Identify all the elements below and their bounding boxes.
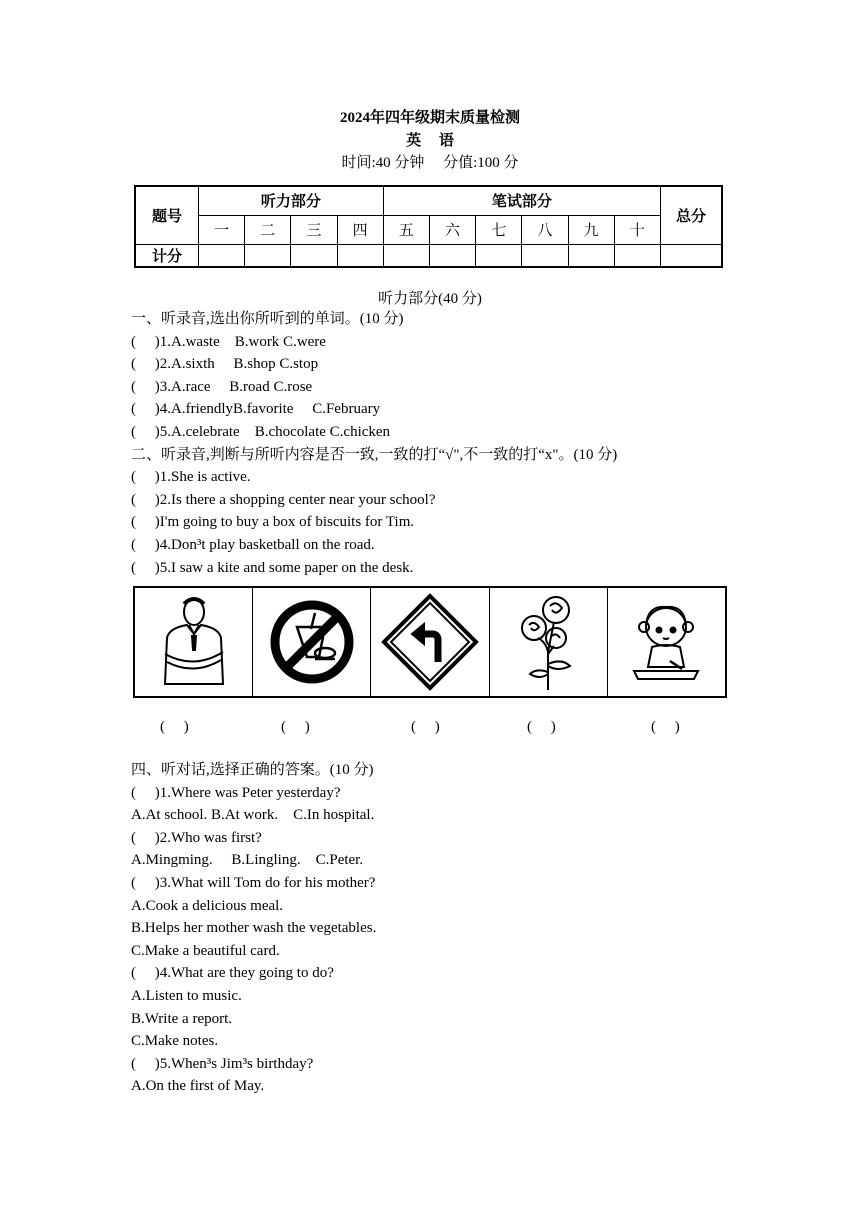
score-blank[interactable] xyxy=(568,244,614,267)
numeral-cell: 十 xyxy=(614,215,660,244)
question-item: ( )3.A.race B.road C.rose xyxy=(131,378,313,395)
question-item: ( )3.What will Tom do for his mother? xyxy=(131,875,376,891)
score-blank[interactable] xyxy=(429,244,475,267)
score-blank[interactable] xyxy=(337,244,383,267)
label-score: 计分 xyxy=(135,244,199,267)
numeral-cell: 八 xyxy=(522,215,568,244)
turn-left-sign-icon xyxy=(371,588,489,696)
section1-heading: 一、听录音,选出你所听到的单词。(10 分) xyxy=(131,311,404,327)
answer-option: C.Make a beautiful card. xyxy=(131,942,280,959)
score-blank[interactable] xyxy=(199,244,245,267)
score-blank[interactable] xyxy=(291,244,337,267)
question-item: ( )I'm going to buy a box of biscuits for Tim. xyxy=(131,514,415,531)
question-item: ( )4.Don³t play basketball on the road. xyxy=(131,537,375,553)
numeral-cell: 六 xyxy=(429,215,475,244)
exam-title: 2024年四年级期末质量检测 xyxy=(339,110,520,126)
answer-option: B.Helps her mother wash the vegetables. xyxy=(131,920,377,937)
section2-heading: 二、听录音,判断与所听内容是否一致,一致的打“√",不一致的打“x"。(10 分) xyxy=(131,446,618,463)
question-item: ( )4.A.friendlyB.favorite C.February xyxy=(131,401,381,418)
score-blank[interactable] xyxy=(383,244,429,267)
numeral-cell: 九 xyxy=(568,215,614,244)
numeral-cell: 一 xyxy=(199,215,245,244)
answer-option: A.Listen to music. xyxy=(131,988,242,1004)
question-item: ( )5.When³s Jim³s birthday? xyxy=(131,1055,314,1072)
answer-blank[interactable]: ( ) xyxy=(411,719,440,735)
score-blank[interactable] xyxy=(476,244,522,267)
girl-studying-icon xyxy=(608,588,725,696)
answer-blank[interactable]: ( ) xyxy=(651,719,680,735)
score-blank[interactable] xyxy=(522,244,568,267)
section4-heading: 四、听对话,选择正确的答案。(10 分) xyxy=(131,762,374,778)
answer-option: C.Make notes. xyxy=(131,1033,219,1050)
question-item: ( )2.Who was first? xyxy=(131,829,262,846)
no-fast-food-sign-icon xyxy=(253,588,371,696)
score-blank[interactable] xyxy=(245,244,291,267)
roses-icon xyxy=(490,588,608,696)
score-table xyxy=(134,185,723,268)
total-blank[interactable] xyxy=(661,244,723,267)
numeral-cell: 五 xyxy=(383,215,429,244)
numeral-cell: 四 xyxy=(337,215,383,244)
question-item: ( )5.I saw a kite and some paper on the desk. xyxy=(131,559,414,576)
label-total: 总分 xyxy=(661,186,723,244)
answer-option: A.Cook a delicious meal. xyxy=(131,897,284,914)
numeral-cell: 三 xyxy=(291,215,337,244)
question-item: ( )1.A.waste B.work C.were xyxy=(131,333,326,350)
label-writing: 笔试部分 xyxy=(383,186,660,215)
label-listening: 听力部分 xyxy=(199,186,384,215)
answer-blank[interactable]: ( ) xyxy=(527,719,556,735)
answer-blank[interactable]: ( ) xyxy=(160,719,189,735)
numeral-cell: 七 xyxy=(476,215,522,244)
picture-row xyxy=(133,586,727,698)
label-tihao: 题号 xyxy=(135,186,199,244)
answer-blank[interactable]: ( ) xyxy=(281,719,310,735)
question-item: ( )2.A.sixth B.shop C.stop xyxy=(131,356,319,373)
question-item: ( )5.A.celebrate B.chocolate C.chicken xyxy=(131,424,391,440)
subject-title: 英 语 xyxy=(406,133,454,149)
numeral-cell: 二 xyxy=(245,215,291,244)
question-item: ( )2.Is there a shopping center near your school? xyxy=(131,491,436,508)
answer-options: A.At school. B.At work. C.In hospital. xyxy=(131,807,375,824)
man-arms-crossed-icon xyxy=(135,588,253,696)
question-item: ( )1.She is active. xyxy=(131,469,251,486)
answer-option: B.Write a report. xyxy=(131,1010,233,1027)
answer-option: A.On the first of May. xyxy=(131,1078,265,1095)
score-blank[interactable] xyxy=(614,244,660,267)
question-item: ( )1.Where was Peter yesterday? xyxy=(131,784,341,801)
exam-info: 时间:40 分钟 分值:100 分 xyxy=(341,155,519,171)
answer-options: A.Mingming. B.Lingling. C.Peter. xyxy=(131,852,364,869)
question-item: ( )4.What are they going to do? xyxy=(131,965,334,982)
listening-header: 听力部分(40 分) xyxy=(378,291,482,307)
